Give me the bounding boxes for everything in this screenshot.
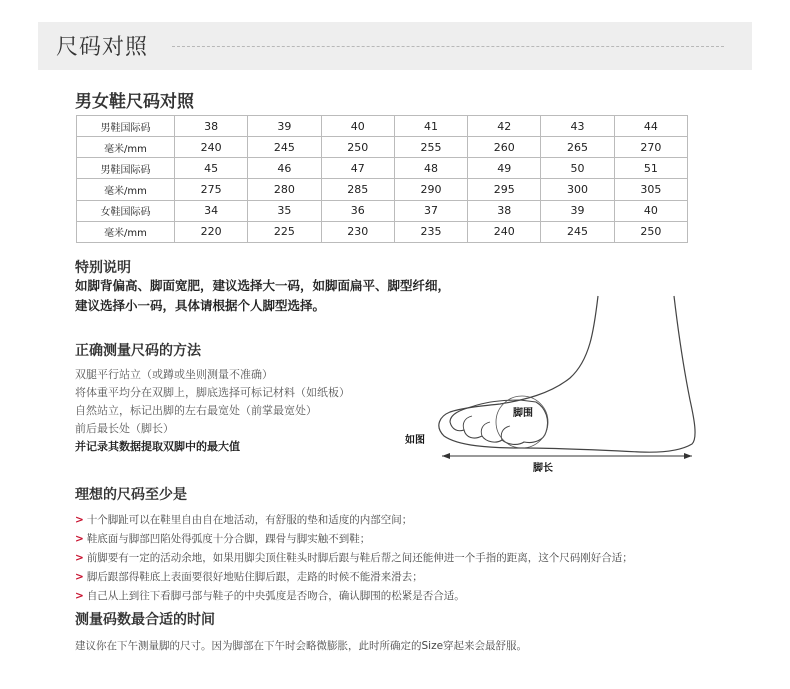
foot-width-label: 脚围 <box>513 408 533 419</box>
bullet-icon: > <box>75 533 84 545</box>
table-cell: 43 <box>541 116 614 137</box>
method-step: 将体重平均分在双脚上，脚底选择可标记材料（如纸板） <box>75 386 350 399</box>
table-cell: 44 <box>614 116 687 137</box>
ideal-title: 理想的尺码至少是 <box>75 487 187 503</box>
row-label: 毫米/mm <box>77 179 175 200</box>
table-row <box>77 137 688 158</box>
table-row <box>77 116 688 137</box>
page-title: 尺码对照 <box>56 35 149 60</box>
length-arrow-right <box>684 453 692 459</box>
toe-line <box>481 422 490 436</box>
table-cell: 300 <box>541 179 614 200</box>
table-cell: 40 <box>321 116 394 137</box>
method-step: 自然站立，标记出脚的左右最宽处（前掌最宽处） <box>75 404 317 417</box>
table-cell: 47 <box>321 158 394 179</box>
table-cell: 45 <box>175 158 248 179</box>
foot-outline <box>439 296 695 452</box>
method-step: 并记录其数据提取双脚中的最大值 <box>75 440 240 453</box>
table-cell: 36 <box>321 200 394 221</box>
row-label: 男鞋国际码 <box>77 116 175 137</box>
table-cell: 260 <box>468 137 541 158</box>
length-arrow-left <box>442 453 450 459</box>
table-cell: 270 <box>614 137 687 158</box>
table-cell: 255 <box>394 137 467 158</box>
ideal-item <box>75 587 633 606</box>
table-cell: 42 <box>468 116 541 137</box>
table-cell: 235 <box>394 221 467 242</box>
foot-figure-label: 如图 <box>405 435 425 446</box>
ideal-item <box>75 568 633 587</box>
method-step: 前后最长处（脚长） <box>75 422 174 435</box>
ideal-item-text: 脚后跟部得鞋底上表面要很好地贴住脚后跟，走路的时候不能滑来滑去； <box>86 571 423 583</box>
foot-length-label: 脚长 <box>533 463 553 474</box>
ideal-list <box>75 511 633 606</box>
size-table-title: 男女鞋尺码对照 <box>75 92 194 112</box>
table-cell: 265 <box>541 137 614 158</box>
table-cell: 225 <box>248 221 321 242</box>
table-cell: 34 <box>175 200 248 221</box>
table-cell: 40 <box>614 200 687 221</box>
ideal-item <box>75 549 633 568</box>
bullet-icon: > <box>75 590 84 602</box>
row-label: 女鞋国际码 <box>77 200 175 221</box>
table-cell: 46 <box>248 158 321 179</box>
table-cell: 39 <box>248 116 321 137</box>
row-label: 男鞋国际码 <box>77 158 175 179</box>
method-step: 双腿平行站立（或蹲或坐则测量不准确） <box>75 368 273 381</box>
table-cell: 275 <box>175 179 248 200</box>
table-cell: 280 <box>248 179 321 200</box>
table-cell: 250 <box>614 221 687 242</box>
table-cell: 48 <box>394 158 467 179</box>
ideal-item-text: 自己从上到往下看脚弓部与鞋子的中央弧度是否吻合，确认脚围的松紧是否合适。 <box>86 590 465 602</box>
note-title: 特别说明 <box>75 260 131 276</box>
method-list <box>75 366 350 456</box>
table-row <box>77 200 688 221</box>
table-cell: 38 <box>468 200 541 221</box>
bullet-icon: > <box>75 514 84 526</box>
table-cell: 38 <box>175 116 248 137</box>
note-line: 如脚背偏高、脚面宽肥，建议选择大一码，如脚面扁平、脚型纤细， <box>75 278 451 293</box>
method-title: 正确测量尺码的方法 <box>75 343 201 359</box>
header-divider <box>172 46 724 47</box>
row-label: 毫米/mm <box>77 137 175 158</box>
table-cell: 49 <box>468 158 541 179</box>
table-row <box>77 179 688 200</box>
table-cell: 37 <box>394 200 467 221</box>
table-cell: 245 <box>248 137 321 158</box>
size-table <box>76 115 688 243</box>
ideal-item <box>75 530 633 549</box>
note-text <box>75 276 450 316</box>
row-label: 毫米/mm <box>77 221 175 242</box>
ideal-item-text: 十个脚趾可以在鞋里自由自在地活动，有舒服的垫和适度的内部空间； <box>86 514 413 526</box>
toe-line <box>463 416 472 430</box>
ideal-item-text: 前脚要有一定的活动余地，如果用脚尖顶住鞋头时脚后跟与鞋后帮之间还能伸进一个手指的距离，这个尺码刚好合适； <box>86 552 633 564</box>
bullet-icon: > <box>75 571 84 583</box>
table-row <box>77 221 688 242</box>
table-cell: 290 <box>394 179 467 200</box>
foot-diagram <box>400 290 700 480</box>
table-cell: 51 <box>614 158 687 179</box>
table-cell: 240 <box>175 137 248 158</box>
table-cell: 240 <box>468 221 541 242</box>
table-row <box>77 158 688 179</box>
table-cell: 50 <box>541 158 614 179</box>
table-cell: 305 <box>614 179 687 200</box>
note-line: 建议选择小一码，具体请根据个人脚型选择。 <box>75 298 326 313</box>
table-cell: 35 <box>248 200 321 221</box>
table-cell: 285 <box>321 179 394 200</box>
table-cell: 295 <box>468 179 541 200</box>
time-text: 建议你在下午测量脚的尺寸。因为脚部在下午时会略微膨胀，此时所确定的Size穿起来会最舒服。 <box>75 640 528 652</box>
table-cell: 250 <box>321 137 394 158</box>
table-cell: 41 <box>394 116 467 137</box>
time-title: 测量码数最合适的时间 <box>75 612 215 628</box>
ideal-item <box>75 511 633 530</box>
bullet-icon: > <box>75 552 84 564</box>
toe-line <box>501 426 510 440</box>
table-cell: 230 <box>321 221 394 242</box>
table-cell: 245 <box>541 221 614 242</box>
table-cell: 39 <box>541 200 614 221</box>
ideal-item-text: 鞋底面与脚部凹陷处得弧度十分合脚，踝骨与脚实触不到鞋； <box>86 533 371 545</box>
table-cell: 220 <box>175 221 248 242</box>
